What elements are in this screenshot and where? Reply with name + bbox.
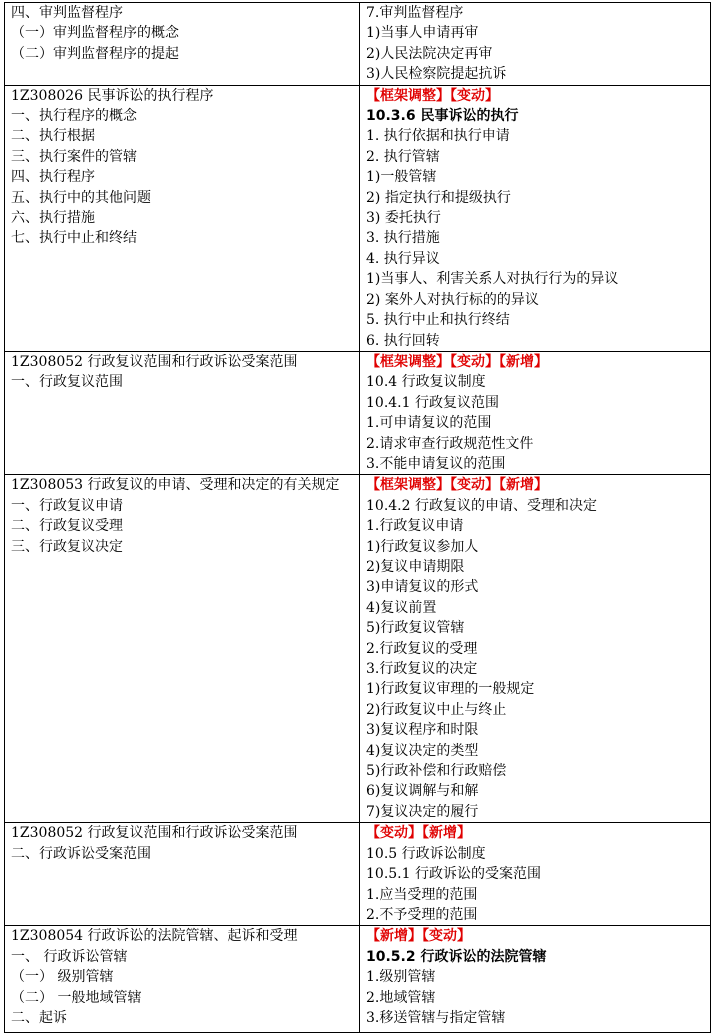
change-tag: 【框架调整】 (366, 353, 450, 370)
old-outline-line: 一、执行程序的概念 (11, 108, 137, 125)
new-outline-line: 3)申请复议的形式 (366, 579, 479, 596)
new-outline-line: 3)人民检察院提起抗诉 (366, 66, 507, 83)
new-outline-line: 3)复议程序和时限 (366, 722, 479, 739)
new-outline-line: 3.不能申请复议的范围 (366, 455, 506, 472)
new-outline-line: 1. 执行依据和执行申请 (366, 128, 510, 145)
old-outline-line: 1Z308026 民事诉讼的执行程序 (11, 87, 214, 104)
comparison-table (4, 2, 711, 1033)
old-outline-line: 1Z308054 行政诉讼的法院管辖、起诉和受理 (11, 928, 298, 945)
old-outline-cell (5, 926, 360, 1033)
change-tag: 【变动】 (450, 477, 499, 494)
old-outline-line: （二）审判监督程序的提起 (11, 45, 179, 62)
new-outline-line: 10.5.1 行政诉讼的受案范围 (366, 866, 541, 883)
new-outline-line: 1.行政复议申请 (366, 518, 464, 535)
change-tag: 【新增】 (366, 928, 422, 945)
change-tags-line (366, 475, 707, 495)
change-tags-line (366, 86, 707, 106)
table-row (5, 85, 711, 351)
new-outline-cell (360, 351, 711, 474)
change-tag: 【框架调整】 (366, 87, 450, 104)
change-tag: 【变动】 (422, 928, 471, 945)
old-outline-line: 六、执行措施 (11, 210, 95, 227)
old-outline-line: 四、执行程序 (11, 169, 95, 186)
new-outline-line: 1)当事人、利害关系人对执行行为的异议 (366, 271, 619, 288)
old-outline-line: 1Z308053 行政复议的申请、受理和决定的有关规定 (11, 477, 340, 494)
new-outline-line: 2) 案外人对执行标的的异议 (366, 291, 539, 308)
new-outline-line: 2.不予受理的范围 (366, 906, 478, 923)
new-outline-line: 1.应当受理的范围 (366, 886, 478, 903)
table-row (5, 3, 711, 86)
old-outline-line: 三、执行案件的管辖 (11, 148, 137, 165)
change-tag: 【新增】 (422, 825, 471, 842)
new-outline-line: 1.级别管辖 (366, 969, 436, 986)
new-outline-line: 5)行政复议管辖 (366, 620, 465, 637)
old-outline-line: 1Z308052 行政复议范围和行政诉讼受案范围 (11, 353, 298, 370)
new-outline-line: 5. 执行中止和执行终结 (366, 312, 510, 329)
new-outline-line: 10.4 行政复议制度 (366, 374, 486, 391)
old-outline-line: 二、起诉 (11, 1010, 67, 1026)
new-outline-line: 2)行政复议中止与终止 (366, 701, 507, 718)
new-outline-cell (360, 926, 711, 1033)
new-outline-line: 2.行政复议的受理 (366, 640, 478, 657)
comparison-table-body (5, 3, 711, 1033)
change-tag: 【变动】 (450, 87, 499, 104)
old-outline-line: 一、行政复议申请 (11, 497, 123, 514)
new-outline-cell (360, 85, 711, 351)
old-outline-line: （一）审判监督程序的概念 (11, 25, 179, 42)
table-row (5, 823, 711, 926)
old-outline-line: 二、执行根据 (11, 128, 95, 145)
old-outline-line: 三、行政复议决定 (11, 538, 123, 555)
old-outline-line: 一、行政复议范围 (11, 374, 123, 391)
table-row (5, 351, 711, 474)
old-outline-line: 一、 行政诉讼管辖 (11, 948, 128, 965)
old-outline-line: 七、执行中止和终结 (11, 230, 137, 247)
old-outline-line: （二） 一般地域管辖 (11, 989, 142, 1006)
old-outline-cell (5, 85, 360, 351)
new-outline-line: 7)复议决定的履行 (366, 803, 479, 820)
change-tags-line (366, 926, 707, 946)
new-outline-line: 2) 指定执行和提级执行 (366, 189, 511, 206)
new-outline-line: 1)当事人申请再审 (366, 25, 479, 42)
new-outline-line: 2)人民法院决定再审 (366, 45, 493, 62)
new-outline-line: 1)行政复议参加人 (366, 538, 479, 555)
change-tag: 【新增】 (499, 477, 548, 494)
section-heading: 10.3.6 民事诉讼的执行 (366, 108, 519, 125)
change-tag: 【新增】 (499, 353, 548, 370)
new-outline-line: 6. 执行回转 (366, 332, 440, 349)
new-outline-line: 2.请求审查行政规范性文件 (366, 435, 534, 452)
change-tags-line (366, 352, 707, 372)
new-outline-line: 1)一般管辖 (366, 169, 437, 186)
new-outline-line: 2)复议申请期限 (366, 558, 465, 575)
old-outline-line: 二、行政诉讼受案范围 (11, 845, 151, 862)
new-outline-line: 7.审判监督程序 (366, 5, 464, 21)
old-outline-cell (5, 475, 360, 823)
new-outline-line: 3) 委托执行 (366, 210, 441, 227)
new-outline-line: 4. 执行异议 (366, 250, 440, 267)
new-outline-line: 2.地域管辖 (366, 989, 436, 1006)
old-outline-cell (5, 3, 360, 86)
old-outline-cell (5, 823, 360, 926)
new-outline-line: 4)复议决定的类型 (366, 742, 479, 759)
change-tag: 【变动】 (366, 825, 422, 842)
table-row (5, 926, 711, 1033)
new-outline-cell (360, 823, 711, 926)
old-outline-line: 1Z308052 行政复议范围和行政诉讼受案范围 (11, 825, 298, 842)
new-outline-cell (360, 475, 711, 823)
change-tag: 【变动】 (450, 353, 499, 370)
change-tags-line (366, 823, 707, 843)
new-outline-line: 2. 执行管辖 (366, 148, 440, 165)
new-outline-cell (360, 3, 711, 86)
new-outline-line: 10.4.2 行政复议的申请、受理和决定 (366, 497, 597, 514)
section-heading: 10.5.2 行政诉讼的法院管辖 (366, 948, 547, 965)
old-outline-line: 五、执行中的其他问题 (11, 189, 151, 206)
change-tag: 【框架调整】 (366, 477, 450, 494)
old-outline-cell (5, 351, 360, 474)
old-outline-line: 四、审判监督程序 (11, 5, 123, 21)
new-outline-line: 6)复议调解与和解 (366, 783, 479, 800)
new-outline-line: 1.可申请复议的范围 (366, 415, 492, 432)
new-outline-line: 4)复议前置 (366, 599, 437, 616)
old-outline-line: 二、行政复议受理 (11, 518, 123, 535)
new-outline-line: 10.5 行政诉讼制度 (366, 845, 486, 862)
new-outline-line: 5)行政补偿和行政赔偿 (366, 763, 507, 780)
new-outline-line: 1)行政复议审理的一般规定 (366, 681, 535, 698)
new-outline-line: 3. 执行措施 (366, 230, 440, 247)
old-outline-line: （一） 级别管辖 (11, 969, 114, 986)
new-outline-line: 3.移送管辖与指定管辖 (366, 1010, 506, 1026)
new-outline-line: 3.行政复议的决定 (366, 661, 478, 677)
table-row (5, 475, 711, 823)
new-outline-line: 10.4.1 行政复议范围 (366, 394, 499, 411)
